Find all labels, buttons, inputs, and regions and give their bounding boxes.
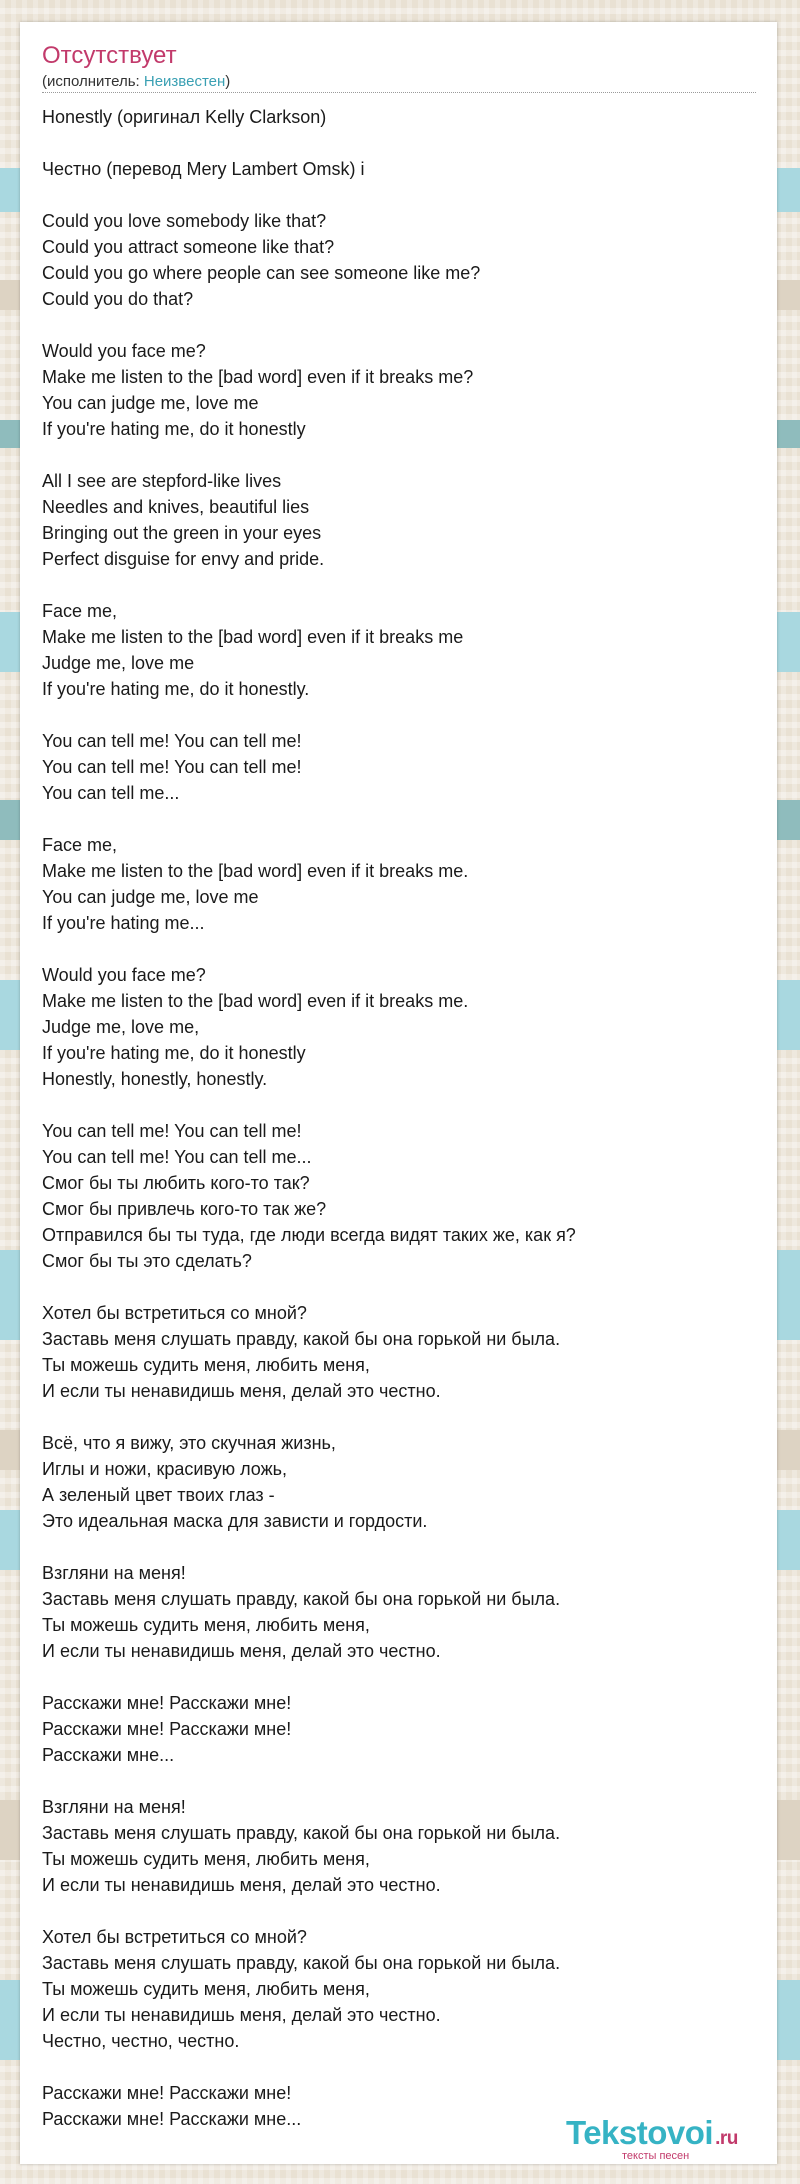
artist-prefix: (исполнитель:	[42, 73, 144, 90]
header-divider	[42, 92, 756, 93]
artist-link[interactable]: Неизвестен	[143, 73, 226, 90]
artist-suffix: )	[225, 73, 231, 90]
lyrics-text: Honestly (оригинал Kelly Clarkson) Честно (перевод Mery Lambert Omsk) i Could you love somebody like that? Could you attract someone like that? Could you go where people can see someone like me? Could you do that? Would you face me? Make me listen to the [bad word] even if it breaks me? You can judge me, love me If you're hating me, do it honestly All I see are stepford-like lives Needles and knives, beautiful lies Bringing out the green in your eyes Perfect disguise for envy and pride. Face me, Make me listen to the [bad word] even if it breaks me Judge me, love me If you're hating me, do it honestly. You can tell me! You can tell me! You can tell me! You can tell me! You can tell me... Face me, Make me listen to the [bad word] even if it breaks me. You can judge me, love me If you're hating me... Would you face me? Make me listen to the [bad word] even if it breaks me. Judge me, love me, If you're hating me, do it honestly Honestly, honestly, honestly. You can tell me! You can tell me! You can tell me! You can tell me... Смог бы ты любить кого-то так? Смог бы привлечь кого-то так же? Отправился бы ты туда, где люди всегда видят таких же, как я? Смог бы ты это сделать? Хотел бы встретиться со мной? Заставь меня слушать правду, какой бы она горькой ни была. Ты можешь судить меня, любить меня, И если ты ненавидишь меня, делай это честно. Всё, что я вижу, это скучная жизнь, Иглы и ножи, красивую ложь, А зеленый цвет твоих глаз - Это идеальная маска для зависти и гордости. Взгляни на меня! Заставь меня слушать правду, какой бы она горькой ни была. Ты можешь судить меня, любить меня, И если ты ненавидишь меня, делай это честно. Расскажи мне! Расскажи мне! Расскажи мне! Расскажи мне! Расскажи мне... Взгляни на меня! Заставь меня слушать правду, какой бы она горькой ни была. Ты можешь судить меня, любить меня, И если ты ненавидишь меня, делай это честно. Хотел бы встретиться со мной? Заставь меня слушать правду, какой бы она горькой ни была. Ты можешь судить меня, любить меня, И если ты ненавидишь меня, делай это честно. Честно, честно, честно. Расскажи мне! Расскажи мне! Расскажи мне! Расскажи мне...	[42, 107, 576, 2129]
page-title: Отсутствует	[42, 42, 177, 69]
logo-name: Tekstovoi	[566, 2114, 714, 2151]
logo-tld: .ru	[715, 2128, 738, 2149]
lyrics-card	[20, 22, 777, 2164]
site-logo[interactable]	[566, 2116, 766, 2162]
artist-line	[42, 73, 230, 91]
logo-tagline: тексты песен	[622, 2150, 690, 2162]
